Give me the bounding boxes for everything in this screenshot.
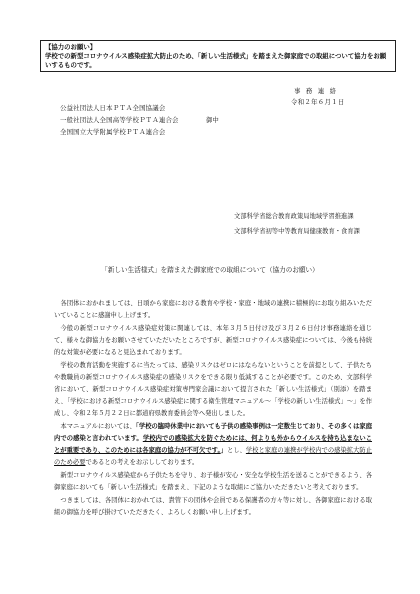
addressee-honorific: 御中 — [206, 116, 219, 124]
document-type: 事務連絡 — [294, 87, 342, 95]
p4-text-a: 本マニュアルにおいては、 — [60, 423, 136, 430]
body-paragraph-5: 新型コロナウイルス感染症から子供たちを守り、お子様が安心・安全な学校生活を送ることができるよう、各御家庭においても「新しい生活様式」を踏まえ、下記のような取組にご協力いただきたいと考えております。 — [54, 472, 372, 491]
sender-2: 文部科学省初等中等教育局健康教育・食育課 — [234, 228, 360, 235]
body-paragraph-1: 各団体におかれましては、日頃から家庭における教育や学校・家庭・地域の連携に積極的にお取り組みいただいていることに感謝申し上げます。 — [54, 300, 372, 319]
body-paragraph-4 — [54, 421, 372, 469]
sender-1: 文部科学省総合教育政策局地域学習推進課 — [234, 213, 354, 220]
p4-bold-quote-1: 「学校の臨時休業中においても子供の感染事例は一定数生じており、その多くは家庭内での感染と言われています。 — [54, 423, 372, 442]
notice-title: 【協力のお願い】 — [45, 43, 97, 51]
addressee-2: 一般社団法人全国高等学校ＰＴＡ連合会 — [60, 116, 179, 124]
body-paragraph-3: 学校の教育活動を実施するに当たっては、感染リスクはゼロにはならないということを前提として、子供たちや教職員の新型コロナウイルス感染症の感染リスクをできる限り低減することが必要です。このため、文部科学省において、新型コロナウイルス感染症対策専門家会議において提言された「新しい生活様式」（別添）を踏まえ、「学校における新型コロナウイルス感染症に関する衛生管理マニュアル～「学校の新しい生活様式」～」を作成し、令和２年５月２２日に都道府県教育委員会等へ発出しました。 — [54, 362, 372, 417]
document-date: 令和２年６月１日 — [291, 98, 345, 106]
addressee-1: 公益社団法人日本ＰＴＡ全国協議会 — [60, 104, 166, 112]
p4-bold-underlined: 学校内での感染拡大を防ぐためには、何よりも外からウイルスを持ち込まないことが重要であり、このためには各家庭の協力が不可欠です。 — [54, 435, 373, 454]
p4-text-c: であるとの考えをお示ししております。 — [85, 459, 199, 466]
p4-text-b: とし、 — [226, 447, 246, 454]
p4-underlined: 学校と家庭の連携が学校内での感染拡大防止のため必要 — [54, 447, 373, 466]
p4-bold-quote-close: 」 — [220, 447, 227, 454]
notice-body: 学校での新型コロナウイルス感染症拡大防止のため、「新しい生活様式」を踏まえた御家庭での取組について協力をお願いするものです。 — [45, 52, 387, 69]
document-body — [54, 298, 372, 520]
cooperation-notice-box — [40, 40, 396, 72]
body-paragraph-6: つきましては、各団体におかれては、貴管下の団体や会員である保護者の方々等に対し、各御家庭における取組の御協力を呼び掛けていただきたく、よろしくお願い申し上げます。 — [54, 497, 372, 516]
addressee-3: 全国国立大学附属学校ＰＴＡ連合会 — [60, 128, 166, 136]
document-subject: 「新しい生活様式」を踏まえた御家庭での取組について（協力のお願い） — [101, 266, 319, 274]
body-paragraph-2: 今般の新型コロナウイルス感染症対策に関連しては、本年３月５日付け及び３月２６日付け事務連絡を通じて、様々な御協力をお願いさせていただいたところですが、新型コロナウイルス感染症については、今後も持続的な対策が必要になると見込まれております。 — [54, 325, 372, 356]
